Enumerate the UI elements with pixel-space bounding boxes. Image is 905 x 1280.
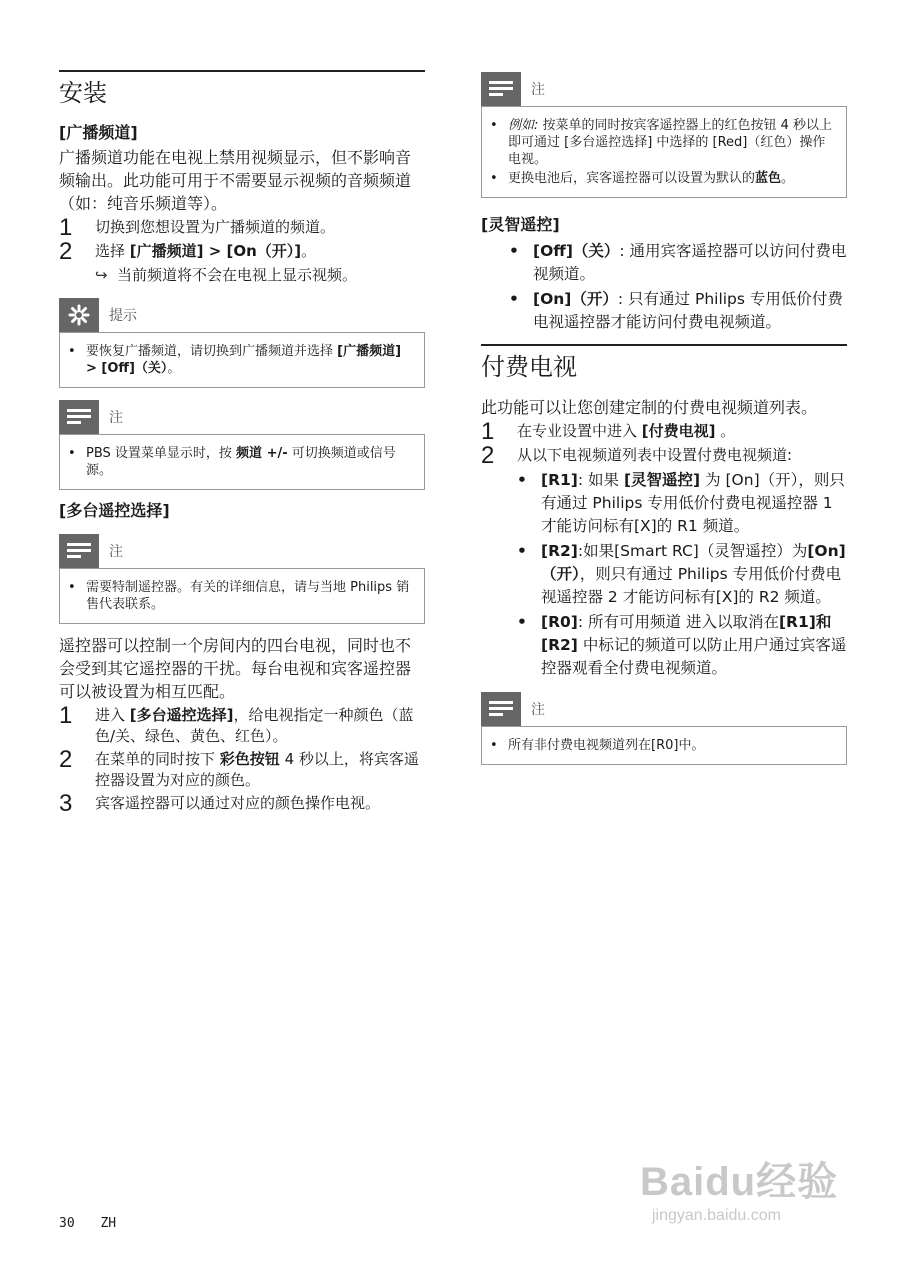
multi-remote-heading: [多台遥控选择] [59, 501, 170, 520]
page-number: 30 [59, 1216, 75, 1231]
note-bullet: • 需要特制遥控器。有关的详细信息，请与当地 Philips 销售代表联系。 [68, 580, 410, 612]
multi-step-2 [59, 746, 425, 791]
list-item-r1: • [R1]: 如果 [灵智遥控] 为 [On]（开），则只有通过 Philips 专用低价付费电视遥控器 1 才能访问标有[X]的 R1 频道。 [517, 471, 845, 535]
section-title-install: 安装 [59, 70, 425, 112]
tip-star-icon [59, 298, 99, 332]
step-text: 在专业设置中进入 [付费电视] 。 [517, 422, 736, 440]
broadcast-description: 广播频道功能在电视上禁用视频显示，但不影响音频输出。此功能可用于不需要显示视频的音频频道（如：纯音乐频道等）。 [59, 148, 412, 213]
list-item-r2: • [R2]:如果[Smart RC]（灵智遥控）为[On]（开），则只有通过 Philips 专用低价付费电视遥控器 2 才能访问标有[X]的 R2 频道。 [517, 542, 846, 606]
step-number: 1 [59, 214, 73, 241]
note-callout-pbs [59, 400, 425, 490]
step-text: 在菜单的同时按下 彩色按钮 4 秒以上，将宾客遥控器设置为对应的颜色。 [95, 750, 419, 789]
step-number: 1 [59, 702, 73, 729]
note-icon [59, 400, 99, 434]
broadcast-channel-heading: [广播频道] [59, 123, 138, 142]
pay-tv-description: 此功能可以让您创建定制的付费电视频道列表。 [481, 398, 818, 417]
pay-channel-list [481, 469, 847, 680]
broadcast-result: ↪ 当前频道将不会在电视上显示视频。 [95, 266, 358, 284]
step-number: 3 [59, 790, 73, 817]
broadcast-step-2 [59, 238, 425, 265]
pay-step-1 [481, 418, 847, 445]
note-bullet-example: • 例如: 按菜单的同时按宾客遥控器上的红色按钮 4 秒以上即可通过 [多台遥控选择] 中选择的 [Red]（红色）操作电视。 [490, 118, 833, 167]
result-arrow-icon: ↪ [95, 266, 108, 284]
right-column [481, 70, 847, 775]
smart-rc-heading: [灵智遥控] [481, 215, 560, 234]
note-label: 注 [531, 702, 545, 718]
multi-remote-description: 遥控器可以控制一个房间内的四台电视，同时也不会受到其它遥控器的干扰。每台电视和宾客遥控器可以被设置为相互匹配。 [59, 636, 412, 701]
tip-label: 提示 [109, 308, 137, 324]
note-icon [481, 692, 521, 726]
baidu-logo: Baidu经验 [640, 1160, 839, 1204]
step-number: 2 [59, 238, 73, 265]
step-text: 切换到您想设置为广播频道的频道。 [95, 218, 336, 236]
step-text: 选择 [广播频道] > [On（开）]。 [95, 242, 317, 260]
step-text: 进入 [多台遥控选择]，给电视指定一种颜色（蓝色/关、绿色、黄色、红色）。 [95, 706, 414, 745]
note-bullet-battery: • 更换电池后，宾客遥控器可以设置为默认的蓝色。 [490, 171, 795, 186]
pay-step-2 [481, 442, 847, 469]
multi-step-3 [59, 790, 425, 817]
note-bullet: • PBS 设置菜单显示时，按 频道 +/- 可切换频道或信号源。 [68, 446, 396, 478]
tip-callout [59, 298, 425, 388]
note-callout-example [481, 72, 847, 198]
step-number: 2 [481, 442, 495, 469]
note-icon [481, 72, 521, 106]
multi-step-1 [59, 702, 425, 747]
language-code: ZH [100, 1216, 117, 1231]
note-label: 注 [109, 410, 123, 426]
note-callout-multi [59, 534, 425, 624]
note-bullet: • 所有非付费电视频道列在[R0]中。 [490, 738, 705, 753]
note-label: 注 [109, 544, 123, 560]
watermark-url: jingyan.baidu.com [652, 1207, 781, 1224]
step-number: 2 [59, 746, 73, 773]
step-number: 1 [481, 418, 495, 445]
list-item-r0: • [R0]: 所有可用频道 进入以取消在[R1]和[R2] 中标记的频道可以防止用户通过宾客遥控器观看全付费电视频道。 [517, 613, 847, 677]
left-column [59, 70, 425, 817]
note-callout-r0 [481, 692, 847, 765]
tip-bullet: • 要恢复广播频道，请切换到广播频道并选择 [广播频道] > [Off]（关）。 [68, 344, 402, 376]
note-icon [59, 534, 99, 568]
smart-rc-options [481, 240, 847, 334]
note-label: 注 [531, 82, 545, 98]
baidu-watermark [640, 1150, 870, 1250]
list-item: • [Off]（关）: 通用宾客遥控器可以访问付费电视频道。 [509, 242, 847, 283]
step-text: 宾客遥控器可以通过对应的颜色操作电视。 [95, 794, 381, 812]
list-item: • [On]（开）: 只有通过 Philips 专用低价付费电视遥控器才能访问付费电视频道。 [509, 290, 843, 331]
page-footer [59, 1216, 134, 1231]
broadcast-step-1 [59, 214, 425, 241]
section-title-pay-tv: 付费电视 [481, 344, 847, 386]
step-text: 从以下电视频道列表中设置付费电视频道: [517, 446, 793, 464]
